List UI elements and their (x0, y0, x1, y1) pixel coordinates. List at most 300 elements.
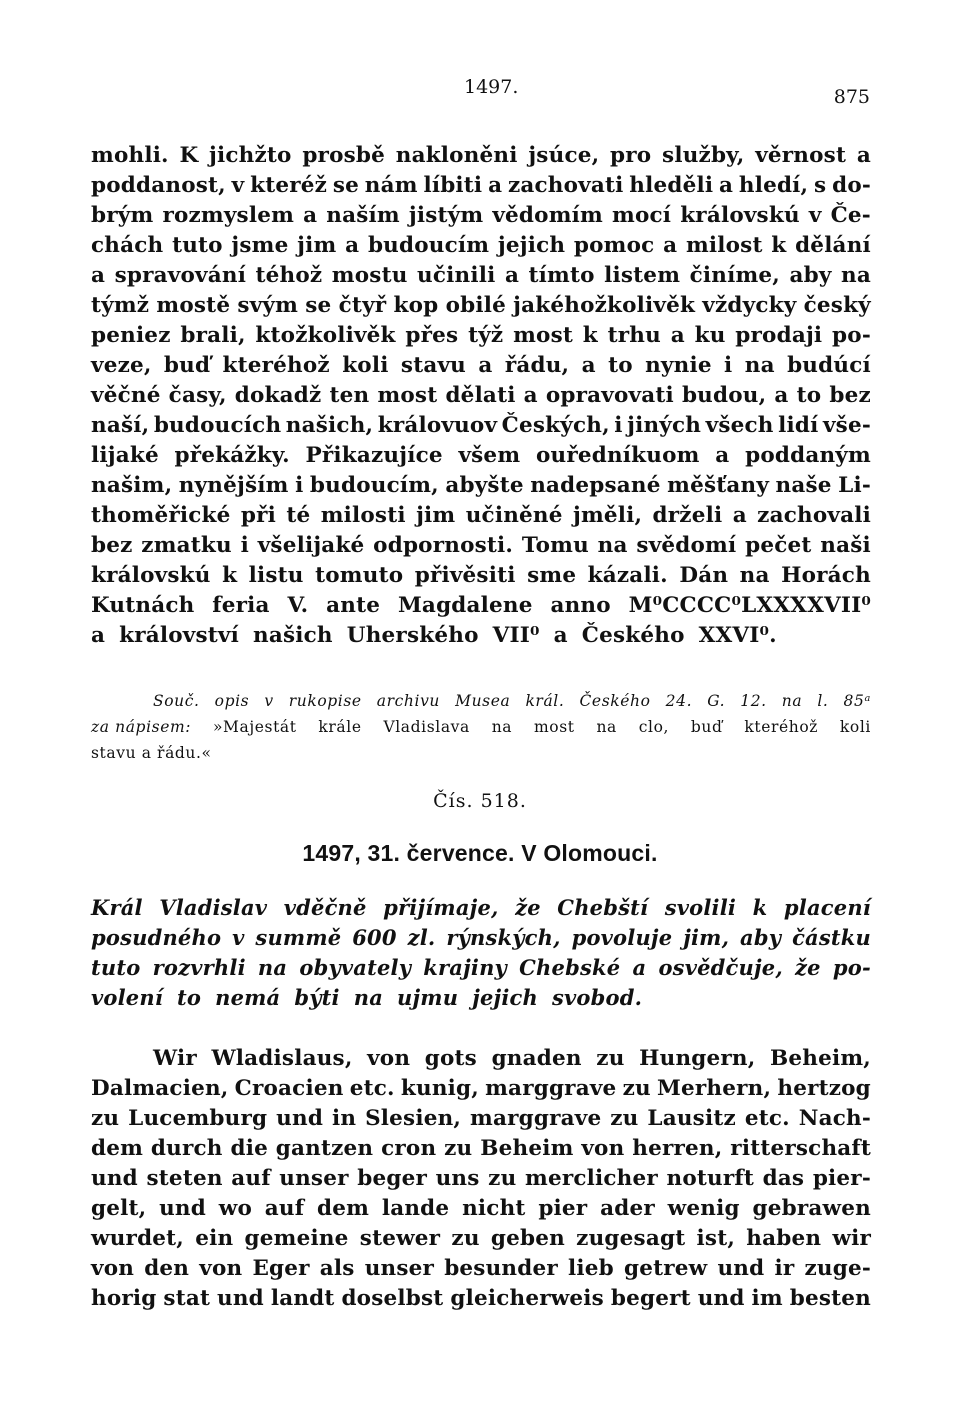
word: činíme, (689, 263, 780, 288)
word: Kutnách (91, 593, 195, 618)
word: a (856, 143, 871, 168)
word: getrew (624, 1256, 708, 1281)
word: hertzog (777, 1076, 871, 1101)
word: vědomím (492, 203, 603, 228)
word: merclicher (525, 1166, 658, 1191)
source-note-line (91, 688, 871, 714)
text-line (91, 411, 871, 441)
word: most (513, 323, 574, 348)
word: dělání (795, 233, 871, 258)
word: abyšte (445, 473, 524, 498)
word: und (697, 1286, 745, 1311)
word: dem (317, 1196, 370, 1221)
word: VII⁰ (492, 623, 540, 648)
word: lidí (778, 413, 819, 438)
word: služby, (662, 143, 745, 168)
word: haben (746, 1226, 822, 1251)
word: i (614, 413, 623, 438)
word: Croacien (234, 1076, 344, 1101)
word: und (717, 1256, 765, 1281)
word: listu (248, 563, 304, 588)
word: ader (600, 1196, 655, 1221)
word: našich, (285, 413, 374, 438)
word: časy, (168, 383, 227, 408)
word: aby (789, 263, 832, 288)
word: král. (525, 692, 565, 710)
word: begert (610, 1286, 691, 1311)
word: i (295, 473, 304, 498)
word: budou, (681, 383, 767, 408)
word: von (581, 1136, 625, 1161)
word: Král (91, 895, 143, 920)
word: unser (364, 1256, 435, 1281)
word: auf (264, 1196, 305, 1221)
word: Českého (581, 623, 685, 648)
word: rýnských, (446, 925, 561, 950)
word: V. (287, 593, 309, 618)
word: marggrave (485, 1076, 617, 1101)
word: Lausitz (647, 1106, 736, 1131)
word: řádu, (504, 353, 570, 378)
text-line (91, 291, 871, 321)
word: brali, (180, 323, 246, 348)
word: zu (610, 1106, 639, 1131)
word: Horách (781, 563, 871, 588)
word: v (231, 173, 245, 198)
word: Lucemburg (128, 1106, 268, 1131)
word: stat (163, 1286, 211, 1311)
text-line (91, 261, 871, 291)
word: kteréž (250, 173, 328, 198)
word: »Majestát (212, 718, 297, 736)
word: stavu (400, 353, 466, 378)
word: l. (817, 692, 829, 710)
word: gots (424, 1046, 477, 1071)
word: ku (694, 323, 726, 348)
word: buď (690, 718, 723, 736)
word: že (795, 955, 821, 980)
word: budoucím, (309, 473, 439, 498)
word: besten (789, 1286, 871, 1311)
word: na (840, 263, 871, 288)
text-line (91, 231, 871, 261)
word: zu (91, 1106, 120, 1131)
word: veze, (91, 353, 152, 378)
word: bez (91, 533, 133, 558)
word: vždycky (702, 293, 797, 318)
word: a (632, 955, 647, 980)
word: na (353, 985, 384, 1010)
document-heading: 1497, 31. července. V Olomouci. (302, 840, 658, 866)
word: osvědčuje, (658, 955, 783, 980)
word: budoucím (367, 233, 490, 258)
word: placení (783, 895, 871, 920)
word: Chebští (557, 895, 649, 920)
text-line (91, 1044, 871, 1074)
word: etc. (349, 1076, 395, 1101)
word: zugesagt (576, 1226, 686, 1251)
word: na (491, 718, 513, 736)
word: thoměřické (91, 503, 231, 528)
word: našim, (91, 473, 173, 498)
word: nám (364, 173, 418, 198)
text-line (91, 561, 871, 591)
word: té (286, 503, 311, 528)
word: von (199, 1256, 243, 1281)
word: měšťany (667, 473, 770, 498)
text-line (91, 591, 871, 621)
word: po- (832, 955, 871, 980)
word: milosti (320, 503, 406, 528)
word: Dalmacien, (91, 1076, 229, 1101)
word: geben (490, 1226, 565, 1251)
word: steten (146, 1166, 223, 1191)
word: jistým (408, 203, 484, 228)
word: hledí, (738, 173, 809, 198)
word: týž (468, 323, 504, 348)
word: most (377, 383, 438, 408)
word: Musea (455, 692, 511, 710)
text-line (91, 1074, 871, 1104)
word: Li- (838, 473, 871, 498)
word: summě (255, 925, 342, 950)
word: tímto (528, 263, 595, 288)
word: etc. (744, 1106, 790, 1131)
word: drželi (652, 503, 723, 528)
word: milost (685, 233, 763, 258)
word: lijaké (91, 443, 159, 468)
word: zachovali (757, 503, 871, 528)
word: 24. (665, 692, 693, 710)
regest-summary (91, 893, 871, 1013)
word: zu (622, 1076, 651, 1101)
word: Nach- (798, 1106, 871, 1131)
word: věrnost (755, 143, 847, 168)
word: von (367, 1046, 411, 1071)
word: a (553, 623, 568, 648)
word: k (771, 233, 787, 258)
word: G. (707, 692, 726, 710)
word: Če- (830, 203, 871, 228)
word: učinili (417, 263, 496, 288)
text-line (91, 141, 871, 171)
word: k (222, 563, 238, 588)
word: opravovati (545, 383, 674, 408)
word: brým (91, 203, 154, 228)
word: a (663, 233, 678, 258)
word: tuto (172, 233, 223, 258)
text-line (91, 471, 871, 501)
word: a (488, 173, 503, 198)
word: posudného (91, 925, 222, 950)
word: stewer (359, 1226, 441, 1251)
word: dem (91, 1136, 144, 1161)
word: volení (91, 985, 163, 1010)
word: Beheim (480, 1136, 574, 1161)
word: herren, (632, 1136, 723, 1161)
word: přijímaje, (383, 895, 499, 920)
word: K (179, 143, 199, 168)
text-line (91, 201, 871, 231)
word: und (91, 1166, 138, 1191)
word: Merhern, (657, 1076, 772, 1101)
word: a (715, 443, 730, 468)
word: gleicherweis (450, 1286, 604, 1311)
word: tomuto (315, 563, 404, 588)
word: und (159, 1196, 206, 1221)
word: mostu (331, 263, 408, 288)
word: zmatku (141, 533, 232, 558)
word: wurdet, (91, 1226, 184, 1251)
german-text (91, 1044, 871, 1314)
word: Wir (153, 1046, 197, 1071)
word: jim (297, 233, 337, 258)
word: se (305, 293, 332, 318)
word: jichžto (209, 143, 292, 168)
word: překážky. (174, 443, 290, 468)
word: poddanost, (91, 173, 226, 198)
word: na (257, 955, 288, 980)
word: die (230, 1136, 268, 1161)
text-line (91, 171, 871, 201)
word: Dán (679, 563, 729, 588)
word: landt (270, 1286, 335, 1311)
word: vděčně (283, 895, 367, 920)
word: království (119, 623, 239, 648)
word: lande (381, 1196, 450, 1221)
word: jsme (231, 233, 289, 258)
word: do- (832, 173, 871, 198)
word: gebrawen (752, 1196, 871, 1221)
word: a (504, 263, 520, 288)
source-note-line (91, 714, 871, 740)
word: Uherského (346, 623, 479, 648)
word: svědomí (636, 533, 737, 558)
word: mohli. (91, 143, 169, 168)
word: Českých, (501, 413, 610, 438)
word: gnaden (491, 1046, 582, 1071)
word: zl. (407, 925, 436, 950)
text-line (91, 893, 871, 923)
word: doselbst (341, 1286, 444, 1311)
word: nynějším (178, 473, 289, 498)
source-note-line (91, 740, 871, 766)
word: gemeine (244, 1226, 349, 1251)
text-line (91, 1104, 871, 1134)
word: cron (381, 1136, 437, 1161)
word: listem (604, 263, 681, 288)
word: archivu (376, 692, 441, 710)
word: a (774, 383, 789, 408)
word: ir (774, 1256, 795, 1281)
text-line (91, 1284, 871, 1314)
word: Chebské (519, 955, 621, 980)
word: zuge- (804, 1256, 871, 1281)
word: sme (527, 563, 577, 588)
word: kteréhož (222, 353, 330, 378)
word: jakéhožkolivěk (513, 293, 696, 318)
word: býti (294, 985, 340, 1010)
word: všech (705, 413, 774, 438)
word: rozvrhli (152, 955, 246, 980)
word: královskú (680, 203, 800, 228)
word: Souč. (153, 692, 200, 710)
word: obilé (445, 293, 506, 318)
word: a (732, 503, 747, 528)
word: odpornosti. (373, 533, 514, 558)
word: k (582, 323, 598, 348)
word: 600 (352, 925, 397, 950)
word: budúcí (787, 353, 871, 378)
word: Vladislava (383, 718, 470, 736)
word: krále (318, 718, 362, 736)
word: ouředníkuom (535, 443, 700, 468)
word: jejich (472, 985, 538, 1010)
word: jim (416, 503, 456, 528)
word: a (91, 263, 106, 288)
word: gelt, (91, 1196, 147, 1221)
source-note-label: za nápisem: (91, 718, 192, 736)
word: und (217, 1286, 264, 1311)
word: při (240, 503, 276, 528)
word: povoluje (571, 925, 673, 950)
word: naším (326, 203, 400, 228)
word: na (596, 718, 617, 736)
word: královuov (377, 413, 498, 438)
word: prodaji (735, 323, 823, 348)
word: den (144, 1256, 190, 1281)
word: und (276, 1106, 324, 1131)
word: a (303, 203, 318, 228)
word: Slesien, (365, 1106, 462, 1131)
word: svým (237, 293, 299, 318)
word: líbiti (423, 173, 483, 198)
word: 85ᵃ (843, 692, 871, 710)
word: na (744, 353, 775, 378)
word: ten (329, 383, 370, 408)
word: kázali. (587, 563, 668, 588)
word: poddaným (745, 443, 871, 468)
word: Beheim, (770, 1046, 871, 1071)
word: ein (195, 1226, 234, 1251)
word: pro (610, 143, 652, 168)
word: věčné (91, 383, 161, 408)
word: i (724, 353, 733, 378)
word: na (739, 563, 770, 588)
text-line (91, 351, 871, 381)
running-header-year: 1497. (464, 76, 519, 98)
text-line (91, 1164, 871, 1194)
word: Eger (252, 1256, 310, 1281)
word: chách (91, 233, 164, 258)
word: nemá (215, 985, 281, 1010)
word: vše- (822, 413, 871, 438)
source-note (91, 688, 871, 766)
word: wenig (667, 1196, 740, 1221)
word: clo, (638, 718, 670, 736)
text-line (91, 441, 871, 471)
word: wir (832, 1226, 871, 1251)
word: učiněné (465, 503, 563, 528)
word: hleděli (629, 173, 714, 198)
word: dělati (445, 383, 516, 408)
word: naše (775, 473, 832, 498)
word: to (608, 353, 633, 378)
text-line (91, 1134, 871, 1164)
text-line (91, 953, 871, 983)
word: se (332, 173, 359, 198)
word: jejich (497, 233, 566, 258)
word: pomoc (573, 233, 655, 258)
word: kteréhož (744, 718, 819, 736)
word: a (523, 383, 538, 408)
word: na (597, 533, 628, 558)
word: most (534, 718, 575, 736)
word: krajiny (423, 955, 507, 980)
word: bez (829, 383, 871, 408)
word: ktožkolivěk (255, 323, 396, 348)
word: královskú (91, 563, 211, 588)
word: peniez (91, 323, 171, 348)
word: Magdalene (397, 593, 533, 618)
word: v (808, 203, 822, 228)
word: im (751, 1286, 783, 1311)
word: jiných (627, 413, 702, 438)
word: že (515, 895, 541, 920)
main-text (91, 141, 871, 651)
word: noturft (666, 1166, 754, 1191)
word: a (91, 623, 106, 648)
word: Českého (579, 692, 651, 710)
word: a (718, 173, 734, 198)
text-line (91, 1194, 871, 1224)
word: dokadž (234, 383, 322, 408)
word: našich (253, 623, 333, 648)
text-line (91, 321, 871, 351)
word: a (345, 233, 360, 258)
word: lieb (568, 1256, 614, 1281)
word: a (670, 323, 685, 348)
word: jim, (683, 925, 730, 950)
word: horig (91, 1286, 157, 1311)
word: pier (538, 1196, 588, 1221)
word: zu (596, 1046, 625, 1071)
word: svobod. (551, 985, 643, 1010)
word: zu (444, 1136, 473, 1161)
word: pier- (812, 1166, 871, 1191)
word: obyvately (299, 955, 412, 980)
word: als (319, 1256, 355, 1281)
word: durch (150, 1136, 223, 1161)
word: ante (326, 593, 381, 618)
word: rozmyslem (162, 203, 295, 228)
running-header (90, 76, 870, 106)
word: nynie (645, 353, 712, 378)
word: to (177, 985, 202, 1010)
word: v (264, 692, 274, 710)
word: zu (488, 1166, 517, 1191)
word: opis (214, 692, 250, 710)
word: marggrave (470, 1106, 602, 1131)
word: všem (458, 443, 521, 468)
text-line (91, 501, 871, 531)
word: na (781, 692, 803, 710)
word: po- (832, 323, 871, 348)
word: 12. (740, 692, 767, 710)
word: Hungern, (639, 1046, 756, 1071)
word: Přikazujíce (305, 443, 443, 468)
word: a (581, 353, 596, 378)
